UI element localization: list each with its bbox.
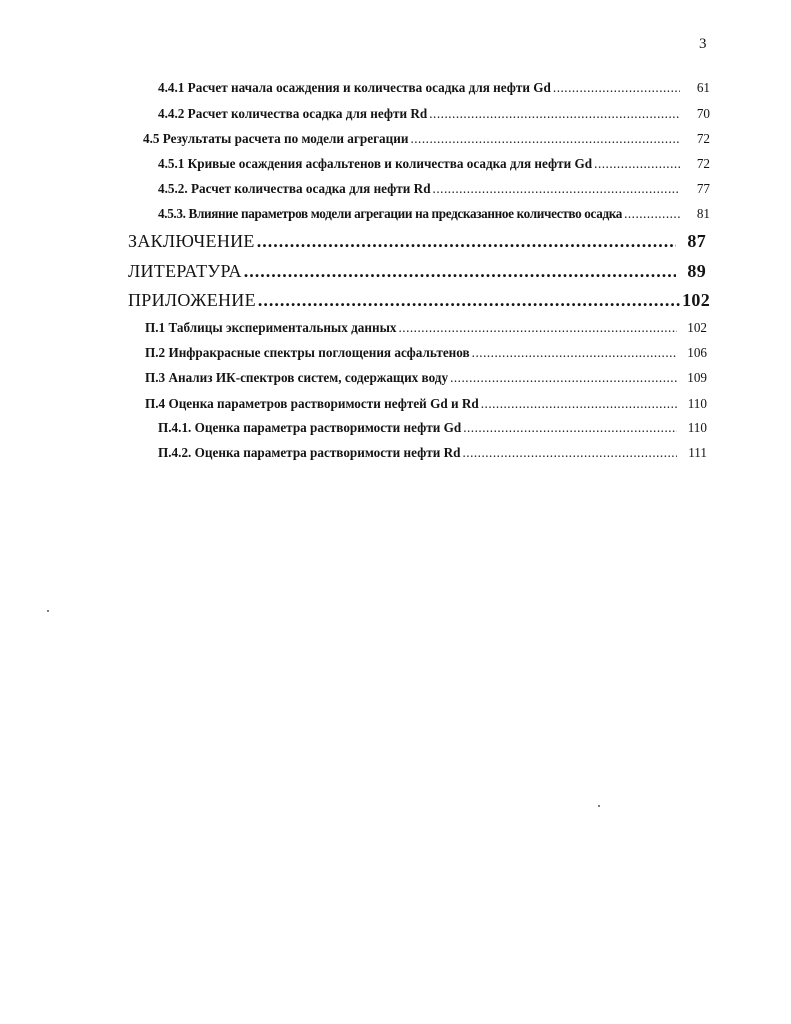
- toc-entry-appendix[interactable]: [128, 290, 710, 311]
- toc-leader-dots: [410, 131, 680, 147]
- toc-entry-literature[interactable]: [128, 261, 706, 282]
- toc-leader-dots: [462, 445, 677, 461]
- toc-entry-page: 102: [682, 290, 710, 310]
- toc-leader-dots: [472, 345, 677, 361]
- toc-entry-label: 4.5 Результаты расчета по модели агрегации: [143, 131, 409, 146]
- toc-leader-dots: [624, 206, 680, 222]
- toc-entry-page: 110: [687, 420, 707, 435]
- toc-entry-p4[interactable]: [145, 396, 707, 412]
- toc-entry-label: 4.4.2 Расчет количества осадка для нефти Rd: [158, 106, 428, 121]
- toc-leader-dots: [481, 396, 677, 412]
- toc-entry-page: 102: [687, 320, 707, 335]
- toc-entry-page: 81: [696, 206, 710, 221]
- toc-entry-p2[interactable]: [145, 345, 707, 361]
- toc-entry-label: ПРИЛОЖЕНИЕ: [128, 290, 256, 310]
- toc-entry-label: П.1 Таблицы экспериментальных данных: [145, 320, 397, 335]
- toc-entry-label: 4.5.1 Кривые осаждения асфальтенов и количества осадка для нефти Gd: [158, 156, 593, 171]
- toc-leader-dots: [450, 370, 677, 386]
- toc-entry-label: П.3 Анализ ИК-спектров систем, содержащих воду: [145, 370, 449, 385]
- toc-entry-page: 110: [687, 396, 707, 411]
- toc-entry-label: 4.5.2. Расчет количества осадка для нефти Rd: [158, 181, 431, 196]
- toc-entry-label: П.2 Инфракрасные спектры поглощения асфальтенов: [145, 345, 470, 360]
- toc-entry-label: П.4.1. Оценка параметра растворимости нефти Gd: [158, 420, 462, 435]
- toc-entry-4-5-2[interactable]: [158, 181, 710, 197]
- toc-entry-label: 4.5.3. Влияние параметров модели агрегации на предсказанное количество осадка: [158, 206, 623, 221]
- toc-entry-page: 72: [696, 156, 710, 171]
- toc-entry-page: 61: [696, 80, 710, 95]
- scan-speck: [47, 610, 49, 612]
- page-number: 3: [699, 36, 707, 52]
- scan-speck: [598, 805, 600, 807]
- toc-leader-dots: [257, 231, 676, 252]
- toc-entry-label: 4.4.1 Расчет начала осаждения и количества осадка для нефти Gd: [158, 80, 551, 95]
- toc-leader-dots: [244, 261, 676, 282]
- toc-entry-page: 87: [687, 231, 706, 251]
- toc-entry-4-4-2[interactable]: [158, 106, 710, 122]
- toc-leader-dots: [594, 156, 680, 172]
- toc-entry-conclusion[interactable]: [128, 231, 706, 252]
- toc-leader-dots: [553, 80, 680, 96]
- toc-entry-4-5-3[interactable]: [158, 206, 710, 222]
- toc-entry-label: П.4.2. Оценка параметра растворимости нефти Rd: [158, 445, 461, 460]
- toc-leader-dots: [463, 420, 677, 436]
- toc-entry-page: 70: [696, 106, 710, 121]
- toc-entry-p1[interactable]: [145, 320, 707, 336]
- toc-entry-label: П.4 Оценка параметров растворимости нефтей Gd и Rd: [145, 396, 479, 411]
- toc-entry-4-4-1[interactable]: [158, 80, 710, 96]
- toc-entry-p4-1[interactable]: [158, 420, 707, 436]
- toc-entry-4-5[interactable]: [143, 131, 710, 147]
- toc-entry-page: 72: [696, 131, 710, 146]
- toc-entry-page: 109: [687, 370, 707, 385]
- toc-entry-p3[interactable]: [145, 370, 707, 386]
- toc-leader-dots: [433, 181, 680, 197]
- toc-entry-page: 111: [688, 445, 707, 460]
- toc-entry-4-5-1[interactable]: [158, 156, 710, 172]
- toc-entry-label: ЗАКЛЮЧЕНИЕ: [128, 231, 255, 251]
- toc-entry-page: 89: [687, 261, 706, 281]
- toc-entry-page: 106: [687, 345, 707, 360]
- toc-entry-page: 77: [696, 181, 710, 196]
- toc-entry-p4-2[interactable]: [158, 445, 707, 461]
- toc-entry-label: ЛИТЕРАТУРА: [128, 261, 242, 281]
- toc-leader-dots: [398, 320, 677, 336]
- toc-leader-dots: [258, 290, 680, 311]
- toc-leader-dots: [429, 106, 680, 122]
